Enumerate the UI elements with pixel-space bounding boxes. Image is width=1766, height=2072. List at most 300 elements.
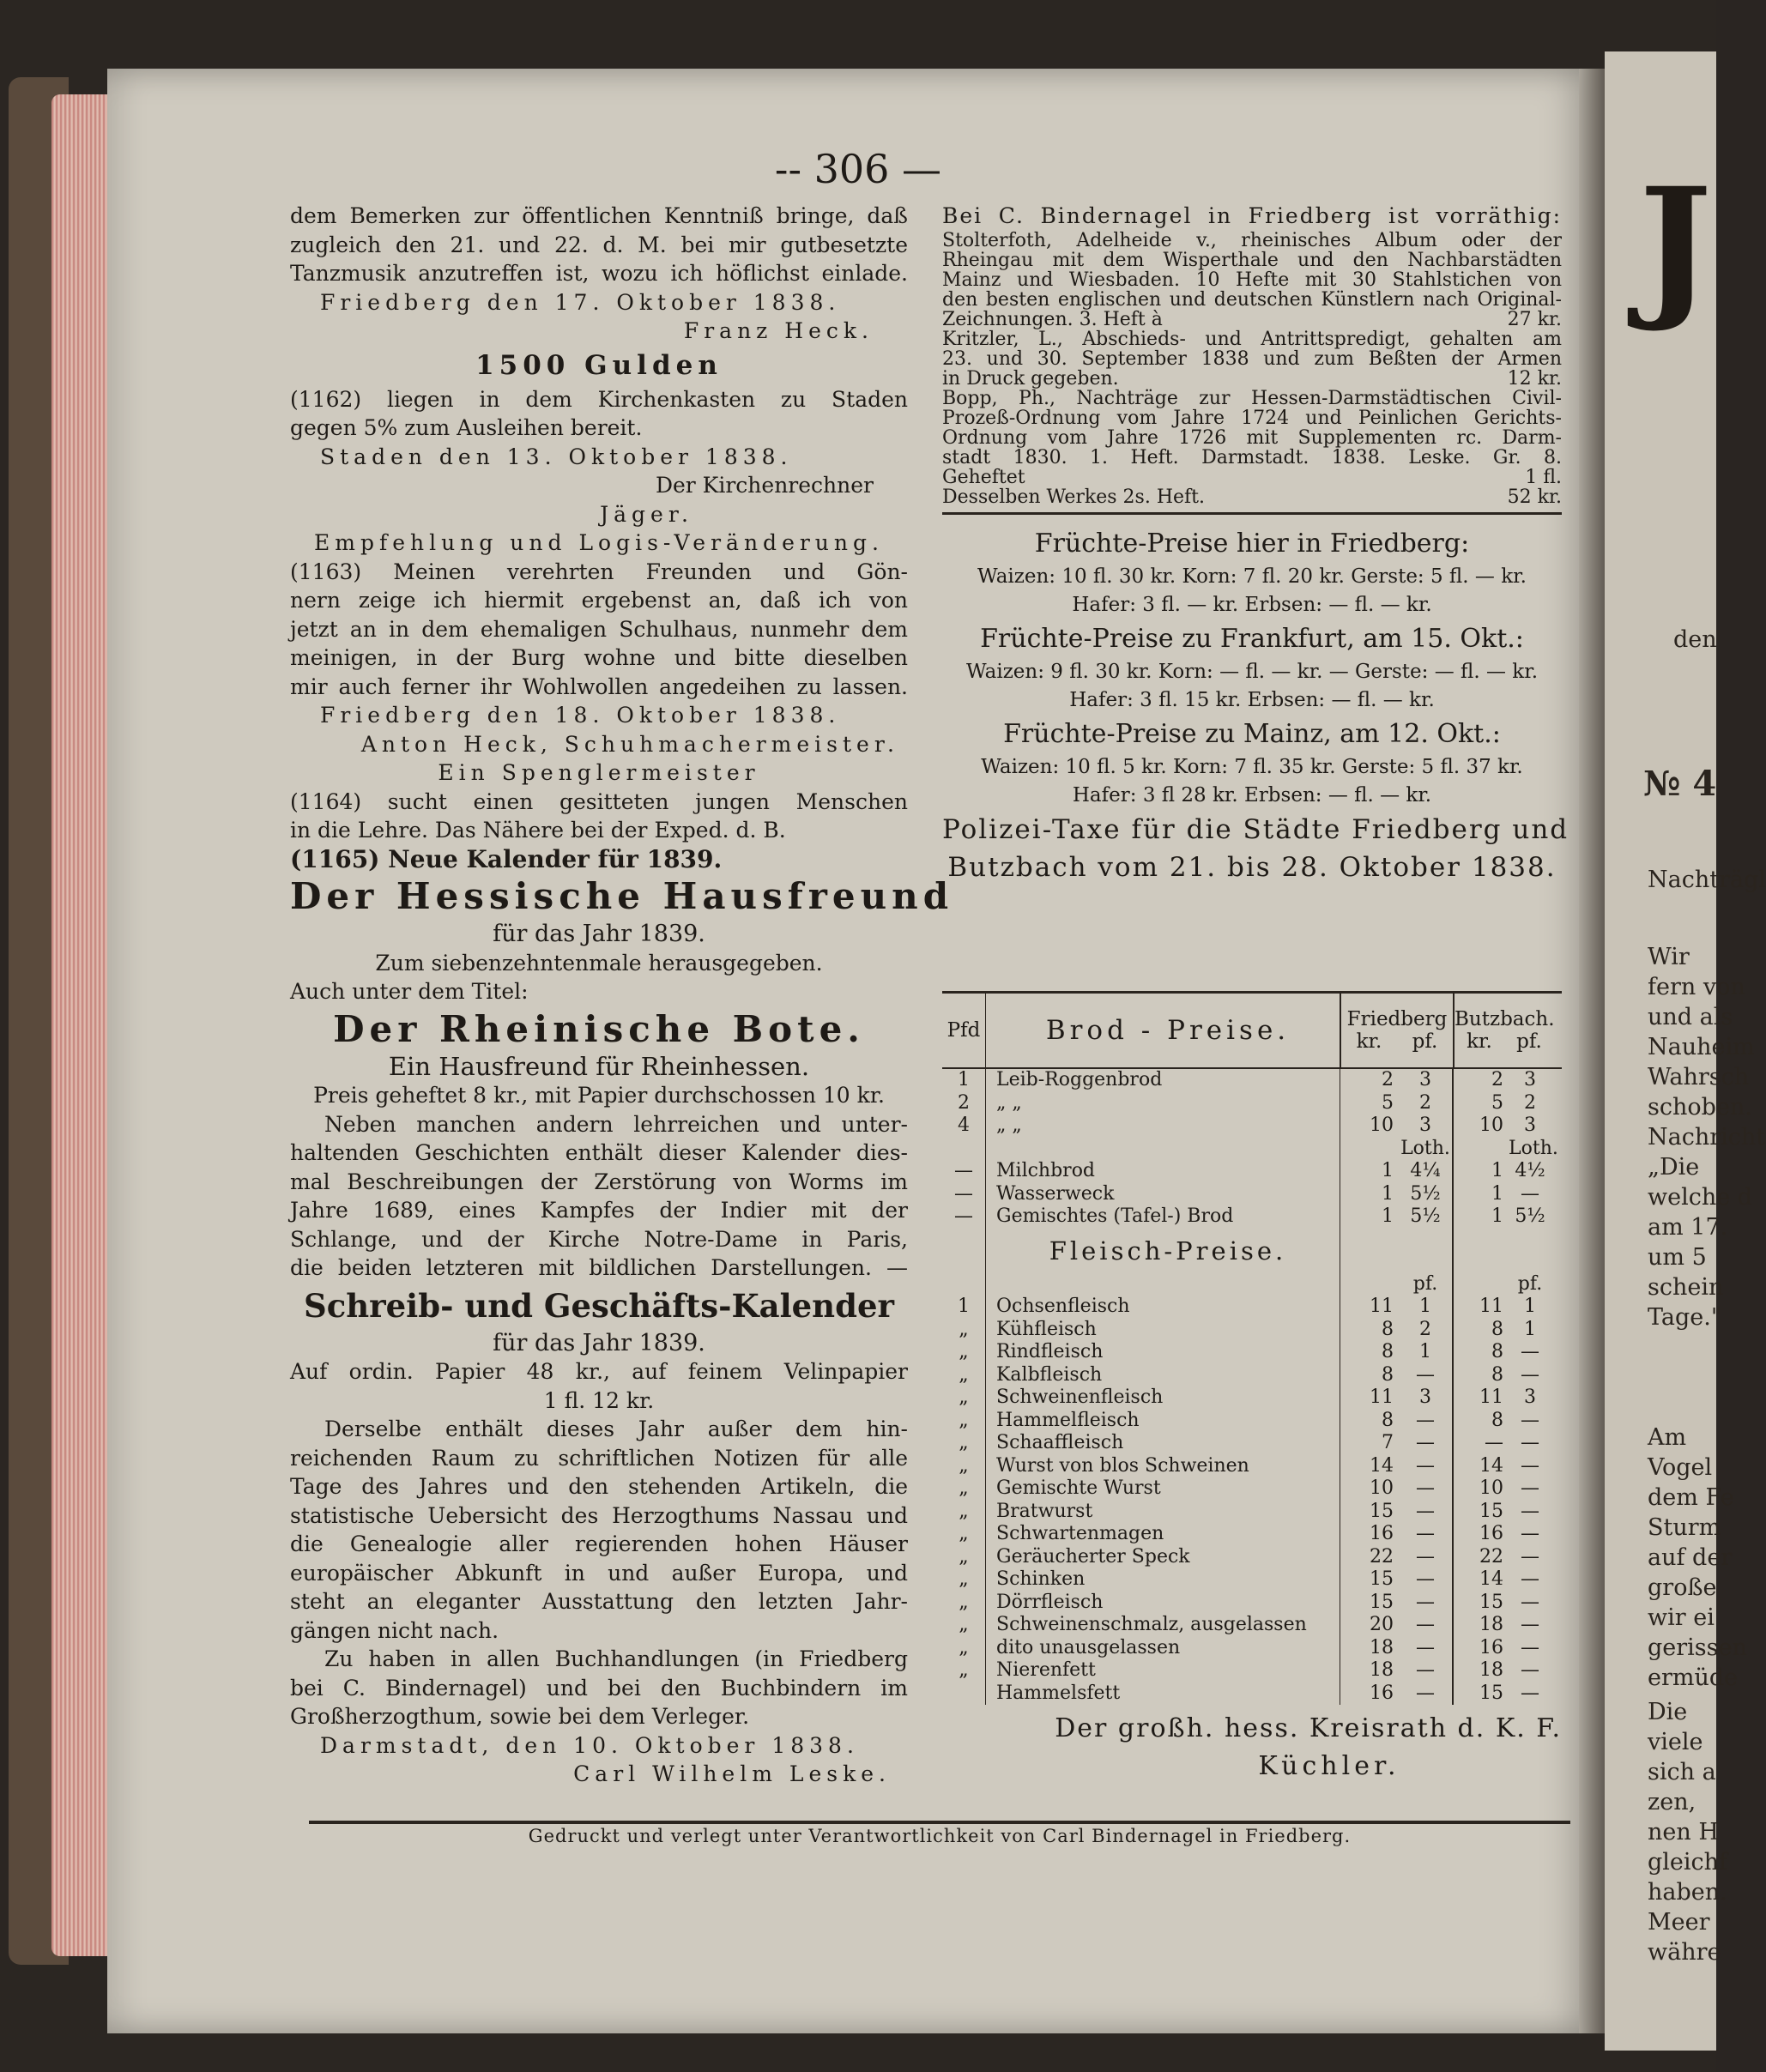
book-entry: Stolterfoth, Adelheide v., rheinisches Album oder der (942, 229, 1562, 251)
calendar-title: Schreib- und Geschäfts-Kalender (303, 1286, 894, 1325)
text-line: Zu haben in allen Buchhandlungen (in Friedberg (324, 1646, 908, 1671)
fleisch-row (942, 1296, 1562, 1319)
item-cell: Geräucherter Speck (985, 1546, 1340, 1569)
price-table (942, 991, 1562, 1785)
weight-cell: „ (959, 1500, 969, 1522)
butzbach-pf-cell: — (1521, 1568, 1539, 1590)
butzbach-kr-cell: 2 (1452, 1069, 1509, 1092)
butzbach-pf-cell: — (1521, 1614, 1539, 1635)
brod-row (942, 1092, 1562, 1115)
book-entry: Geheftet (942, 466, 1025, 488)
friedberg-kr-cell: 15 (1340, 1592, 1399, 1615)
friedberg-label: Friedberg (1346, 1008, 1448, 1030)
next-page-line: zen, (1648, 1789, 1696, 1815)
text-line: gängen nicht nach. (290, 1617, 499, 1643)
text-line: europäischer Abkunft in und außer Europa, und (290, 1560, 908, 1586)
friedberg-pf-cell: 2 (1419, 1091, 1431, 1114)
divider (942, 512, 1562, 515)
butzbach-pf-cell: — (1521, 1409, 1539, 1431)
friedberg-kr-cell: 10 (1340, 1115, 1399, 1138)
weight-cell (942, 1682, 985, 1706)
butzbach-pf-cell: — (1521, 1477, 1539, 1499)
weight-cell (942, 1138, 985, 1161)
fleisch-row (942, 1386, 1562, 1410)
dateline: Staden den 13. Oktober 1838. (320, 444, 793, 469)
next-page-line: am 17. (1648, 1214, 1728, 1241)
butzbach-pf-cell: 1 (1524, 1296, 1536, 1317)
text-line: mir auch ferner ihr Wohlwollen angedeihen zu lassen. (290, 674, 908, 699)
next-page-line: schein (1648, 1274, 1724, 1301)
grain-prices-heading: Früchte-Preise zu Mainz, am 12. Okt.: (1003, 718, 1501, 749)
butzbach-pf-cell: 3 (1524, 1115, 1536, 1136)
weight-cell: 1 (958, 1069, 970, 1090)
friedberg-kr-cell: 8 (1340, 1319, 1399, 1342)
grain-prices-line: Hafer: 3 fl. — kr. Erbsen: — fl. — kr. (1072, 594, 1432, 616)
brod-row (942, 1160, 1562, 1183)
butzbach-kr-cell: 22 (1452, 1546, 1509, 1569)
friedberg-kr-cell: 7 (1340, 1432, 1399, 1455)
butzbach-pf-cell: — (1521, 1545, 1539, 1568)
text-line: Tage des Jahres und den stehenden Artikeln, die (290, 1474, 908, 1499)
grain-prices-line: Waizen: 10 fl. 5 kr. Korn: 7 fl. 35 kr. Gerste: 5 fl. 37 kr. (981, 755, 1523, 778)
butzbach-kr-cell: 1 (1452, 1205, 1509, 1229)
grain-prices-line: Waizen: 9 fl. 30 kr. Korn: — fl. — kr. — Gerste: — fl. — kr. (965, 660, 1539, 683)
right-column (942, 202, 1569, 886)
book-entry: Rheingau mit dem Wisperthale und den Nachbarstädten (942, 249, 1562, 271)
item-cell: Kühfleisch (985, 1319, 1340, 1342)
ad-line: (1165) Neue Kalender für 1839. (290, 844, 723, 873)
friedberg-kr-cell (1340, 1273, 1399, 1296)
ad-heading: Empfehlung und Logis-Veränderung. (314, 530, 884, 555)
weight-cell: 4 (958, 1115, 970, 1136)
fleisch-row (942, 1568, 1562, 1592)
next-page-line: Nachträgl (1648, 867, 1766, 893)
book-price-row (942, 487, 1562, 507)
butzbach-kr-cell: 15 (1452, 1592, 1509, 1615)
friedberg-kr-cell: 11 (1340, 1386, 1399, 1410)
fleisch-section (942, 1229, 1562, 1273)
friedberg-pf-cell: — (1416, 1636, 1435, 1658)
fleisch-row (942, 1546, 1562, 1569)
fleisch-row (942, 1319, 1562, 1342)
weight-cell: „ (959, 1523, 969, 1544)
fleisch-row (942, 1410, 1562, 1433)
next-page-line: Meer (1648, 1909, 1710, 1936)
book-entry: 23. und 30. September 1838 und zum Beßten der Armen (942, 347, 1562, 370)
fleisch-row (942, 1341, 1562, 1364)
friedberg-pf-cell: 5½ (1410, 1205, 1441, 1227)
item-cell (985, 1273, 1340, 1296)
item-cell: dito unausgelassen (985, 1637, 1340, 1660)
item-cell (985, 1138, 1340, 1161)
friedberg-kr-cell: 14 (1340, 1455, 1399, 1478)
book-entry: Zeichnungen. 3. Heft à (942, 308, 1163, 330)
next-page-line: auf der (1648, 1544, 1733, 1571)
brod-row (942, 1115, 1562, 1138)
butzbach-pf-cell: — (1521, 1500, 1539, 1522)
text-line: in die Lehre. Das Nähere bei der Exped. d. B. (290, 818, 786, 843)
next-page-line: fern von (1648, 974, 1745, 1000)
friedberg-pf-cell: — (1416, 1432, 1435, 1453)
grain-prices-heading: Früchte-Preise zu Frankfurt, am 15. Okt.: (980, 623, 1524, 654)
item-cell: Schweinenschmalz, ausgelassen (985, 1614, 1340, 1637)
text-line: reichenden Raum zu schriftlichen Notizen für alle (290, 1445, 908, 1471)
item-cell: Dörrfleisch (985, 1592, 1340, 1615)
text-line: Großherzogthum, sowie bei dem Verleger. (290, 1704, 750, 1729)
butzbach-kr-cell (1452, 1138, 1509, 1161)
friedberg-pf-cell: — (1416, 1477, 1435, 1499)
weight-cell: — (954, 1182, 973, 1205)
item-cell: Gemischte Wurst (985, 1477, 1340, 1501)
butzbach-pf-cell: — (1521, 1341, 1539, 1362)
book-entry: in Druck gegeben. (942, 367, 1119, 390)
kreisrath-signature: Der großh. hess. Kreisrath d. K. F. (1055, 1713, 1562, 1743)
next-page-number: № 4 (1643, 764, 1717, 804)
friedberg-pf-cell: 5½ (1410, 1182, 1441, 1205)
friedberg-pf-cell: pf. (1412, 1272, 1438, 1295)
friedberg-kr-cell: 22 (1340, 1546, 1399, 1569)
item-cell: Hammelsfett (985, 1682, 1340, 1706)
text-line: 1 fl. 12 kr. (543, 1387, 655, 1413)
fleisch-row (942, 1523, 1562, 1546)
ad-heading: Ein Spenglermeister (438, 760, 760, 785)
butzbach-kr-cell: 15 (1452, 1501, 1509, 1524)
friedberg-pf-cell: — (1416, 1523, 1435, 1544)
next-page-line: den (1673, 626, 1717, 653)
butzbach-pf-cell: 3 (1524, 1386, 1536, 1408)
text-line: Schlange, und der Kirche Notre-Dame in Paris, (290, 1226, 908, 1252)
friedberg-pf-cell: 3 (1419, 1069, 1431, 1090)
next-page-line: Am (1648, 1424, 1687, 1451)
next-page-line: große (1648, 1574, 1717, 1601)
butzbach-kr-cell: 14 (1452, 1568, 1509, 1592)
text-line: nern zeige ich hiermit ergebenst an, daß ich von (290, 588, 908, 613)
friedberg-kr-cell: 15 (1340, 1568, 1399, 1592)
calendar-title: Der Hessische Hausfreund (290, 875, 954, 917)
item-cell: „ „ (985, 1115, 1340, 1138)
fleisch-row (942, 1637, 1562, 1660)
item-cell: Bratwurst (985, 1501, 1340, 1524)
next-page-line: und als (1648, 1004, 1733, 1030)
weight-cell: „ (959, 1454, 969, 1477)
item-cell: Kalbfleisch (985, 1364, 1340, 1387)
signature: Anton Heck, Schuhmachermeister. (360, 731, 899, 757)
dateline: Darmstadt, den 10. Oktober 1838. (320, 1732, 859, 1758)
next-page-line: Wahrsch (1648, 1064, 1750, 1090)
friedberg-pf-cell: 1 (1419, 1341, 1431, 1362)
text-line: für das Jahr 1839. (493, 1329, 705, 1356)
fleisch-rows (942, 1273, 1562, 1706)
butzbach-kr-cell: 15 (1452, 1682, 1509, 1706)
friedberg-pf-cell: 3 (1419, 1386, 1431, 1408)
friedberg-kr-cell: 1 (1340, 1205, 1399, 1229)
grain-prices-line: Hafer: 3 fl. 15 kr. Erbsen: — fl. — kr. (1069, 689, 1435, 711)
brod-row (942, 1069, 1562, 1092)
text-line: die Genealogie aller regierenden hohen Häuser (290, 1531, 908, 1556)
item-cell: Hammelfleisch (985, 1410, 1340, 1433)
fleisch-row (942, 1477, 1562, 1501)
next-page-line: viele (1648, 1729, 1703, 1755)
butzbach-kr-cell: 10 (1452, 1115, 1509, 1138)
friedberg-kr-cell: 8 (1340, 1341, 1399, 1364)
next-page-line: um 5 (1648, 1244, 1707, 1271)
weight-cell: „ (959, 1545, 969, 1568)
text-line: die beiden letzteren mit bildlichen Darstellungen. — (290, 1255, 908, 1280)
butzbach-pf-cell: 3 (1524, 1069, 1536, 1090)
book-entry: Kritzler, L., Abschieds- und Antrittspredigt, gehalten am (942, 328, 1562, 350)
bookshop-heading: Bei C. Bindernagel in Friedberg ist vorräthig: (942, 203, 1562, 228)
friedberg-kr-cell: 16 (1340, 1523, 1399, 1546)
fleisch-row (942, 1455, 1562, 1478)
next-page-line: wir ei (1648, 1604, 1715, 1631)
text-line: Auch unter dem Titel: (290, 979, 529, 1004)
next-page-line: Sturm (1648, 1514, 1721, 1541)
friedberg-pf-cell: — (1416, 1659, 1435, 1681)
friedberg-kr-cell: 1 (1340, 1183, 1399, 1206)
text-line: Auf ordin. Papier 48 kr., auf feinem Velinpapier (290, 1359, 908, 1384)
fleisch-row (942, 1682, 1562, 1706)
book-entry: Prozeß-Ordnung vom Jahre 1724 und Peinlichen Gerichts- (942, 407, 1562, 429)
book-entry: stadt 1830. 1. Heft. Darmstadt. 1838. Leske. Gr. 8. (942, 446, 1562, 468)
friedberg-kr-cell: 15 (1340, 1501, 1399, 1524)
ad-line: (1163) Meinen verehrten Freunden und Gön- (290, 559, 908, 584)
dateline: Friedberg den 18. Oktober 1838. (320, 703, 841, 728)
weight-cell: „ (959, 1636, 969, 1658)
signature: Der Kirchenrechner (655, 473, 874, 498)
book-price: 52 kr. (1507, 486, 1562, 508)
butzbach-kr-cell: 8 (1452, 1364, 1509, 1387)
butzbach-header (1453, 994, 1554, 1067)
col-pfd-header: Pfd (947, 1019, 981, 1042)
item-cell: Rindfleisch (985, 1341, 1340, 1364)
butzbach-pf-cell: 2 (1524, 1091, 1536, 1114)
text-line: jetzt an in dem ehemaligen Schulhaus, nunmehr dem (290, 616, 908, 642)
butzbach-kr-cell: 14 (1452, 1455, 1509, 1478)
text-line: haltenden Geschichten enthält dieser Kalender dies- (290, 1140, 908, 1165)
pf-label: pf. (1412, 1030, 1438, 1053)
next-page-line: ermüde (1648, 1664, 1739, 1691)
brod-rows (942, 1069, 1562, 1229)
book-price: 27 kr. (1507, 308, 1562, 330)
text-line: bei C. Bindernagel) und bei den Buchbindern im (290, 1675, 908, 1700)
friedberg-pf-cell: — (1416, 1409, 1435, 1431)
friedberg-kr-cell: 20 (1340, 1614, 1399, 1637)
friedberg-header (1340, 994, 1453, 1067)
butzbach-kr-cell: 18 (1452, 1659, 1509, 1682)
ad-heading: 1500 Gulden (475, 349, 723, 381)
butzbach-kr-cell: 11 (1452, 1386, 1509, 1410)
footer-rule (309, 1821, 1570, 1824)
book-entry: Desselben Werkes 2s. Heft. (942, 486, 1206, 508)
friedberg-kr-cell: 11 (1340, 1296, 1399, 1319)
grain-prices-line: Hafer: 3 fl 28 kr. Erbsen: — fl. — kr. (1072, 784, 1432, 806)
book-entry: den besten englischen und deutschen Künstlern nach Original- (942, 288, 1562, 311)
kr-label: kr. (1467, 1030, 1492, 1053)
friedberg-kr-cell: 1 (1340, 1160, 1399, 1183)
next-page-line: sich a (1648, 1759, 1716, 1785)
next-page-line: Vogel (1648, 1454, 1713, 1481)
text-line: statistische Uebersicht des Herzogthums Nassau und (290, 1502, 908, 1528)
butzbach-kr-cell: 8 (1452, 1341, 1509, 1364)
item-cell: „ „ (985, 1092, 1340, 1115)
next-page-line: „Die (1648, 1154, 1700, 1181)
butzbach-kr-cell: 1 (1452, 1160, 1509, 1183)
book-price: 12 kr. (1507, 367, 1562, 390)
butzbach-pf-cell: — (1521, 1591, 1539, 1613)
weight-cell: „ (959, 1568, 969, 1590)
butzbach-pf-cell: — (1521, 1182, 1539, 1205)
signature-row (942, 1710, 1562, 1748)
weight-cell: 2 (958, 1091, 970, 1114)
book-entry: Bopp, Ph., Nachträge zur Hessen-Darmstädtischen Civil- (942, 387, 1562, 409)
text-line: Preis geheftet 8 kr., mit Papier durchschossen 10 kr. (313, 1083, 885, 1108)
fleisch-row (942, 1273, 1562, 1296)
friedberg-pf-cell: 4¼ (1410, 1160, 1441, 1181)
fleisch-row (942, 1592, 1562, 1615)
next-page-line: Nachricht (1648, 1124, 1766, 1151)
butzbach-kr-cell (1452, 1273, 1509, 1296)
weight-cell: „ (959, 1386, 969, 1408)
brod-row (942, 1138, 1562, 1161)
brod-prices-title: Brod - Preise. (985, 994, 1340, 1067)
butzbach-kr-cell: 1 (1452, 1183, 1509, 1206)
ad-line: (1164) sucht einen gesitteten jungen Menschen (290, 788, 908, 814)
next-page-line: Nauheim (1648, 1034, 1755, 1060)
text-line: dem Bemerken zur öffentlichen Kenntniß bringe, daß (290, 203, 908, 228)
fleisch-row (942, 1614, 1562, 1637)
fleisch-row (942, 1501, 1562, 1524)
item-cell: Ochsenfleisch (985, 1296, 1340, 1319)
friedberg-pf-cell: — (1416, 1363, 1435, 1386)
weight-cell: „ (959, 1477, 969, 1499)
butzbach-kr-cell: 18 (1452, 1614, 1509, 1637)
imprint-footer: Gedruckt und verlegt unter Verantwortlichkeit von Carl Bindernagel in Friedberg. (528, 1826, 1352, 1846)
friedberg-pf-cell: — (1416, 1454, 1435, 1477)
butzbach-pf-cell: — (1521, 1432, 1539, 1453)
next-page-line: Wir (1648, 944, 1690, 970)
butzbach-pf-cell: — (1521, 1523, 1539, 1544)
weight-cell: — (954, 1160, 973, 1181)
friedberg-pf-cell: — (1416, 1500, 1435, 1522)
text-line: meinigen, in der Burg wohne und bitte dieselben (290, 645, 908, 670)
friedberg-kr-cell: 10 (1340, 1477, 1399, 1501)
butzbach-pf-cell: 4½ (1515, 1160, 1545, 1181)
pf-label: pf. (1516, 1030, 1542, 1053)
friedberg-kr-cell: 16 (1340, 1682, 1399, 1706)
next-page-line: Die (1648, 1699, 1688, 1725)
item-cell: Leib-Roggenbrod (985, 1069, 1340, 1092)
weight-cell: „ (959, 1341, 969, 1362)
grain-prices-heading: Früchte-Preise hier in Friedberg: (1034, 528, 1470, 559)
police-tax-heading: Polizei-Taxe für die Städte Friedberg und (942, 813, 1569, 845)
signature: Jäger. (600, 501, 693, 527)
book-price-row (942, 310, 1562, 329)
weight-cell: 1 (958, 1296, 970, 1317)
friedberg-kr-cell (1340, 1138, 1399, 1161)
item-cell: Schaaffleisch (985, 1432, 1340, 1455)
text-line: gegen 5% zum Ausleihen bereit. (290, 415, 643, 440)
kr-label: kr. (1356, 1030, 1382, 1053)
book-entry: Ordnung vom Jahre 1726 mit Supplementen rc. Darm- (942, 426, 1562, 449)
text-line: steht an eleganter Ausstattung den letzten Jahr- (290, 1589, 908, 1614)
fleisch-row (942, 1364, 1562, 1387)
butzbach-kr-cell: — (1452, 1432, 1509, 1455)
next-page (1605, 51, 1766, 2051)
text-line: Derselbe enthält dieses Jahr außer dem hin- (324, 1417, 908, 1441)
friedberg-kr-cell: 8 (1340, 1410, 1399, 1433)
weight-cell: „ (959, 1409, 969, 1431)
text-line: Neben manchen andern lehrreichen und unter- (324, 1111, 908, 1137)
grain-prices-line: Waizen: 10 fl. 30 kr. Korn: 7 fl. 20 kr. Gerste: 5 fl. — kr. (977, 565, 1527, 588)
book-entry: Mainz und Wiesbaden. 10 Hefte mit 30 Stahlstichen von (942, 269, 1562, 291)
butzbach-kr-cell: 5 (1452, 1092, 1509, 1115)
butzbach-pf-cell: — (1521, 1659, 1539, 1681)
next-page-line: dem Fe (1648, 1484, 1734, 1511)
text-line: mal Beschreibungen der Zerstörung von Worms im (290, 1169, 908, 1194)
butzbach-pf-cell: Loth. (1509, 1137, 1558, 1159)
weight-cell: „ (959, 1614, 969, 1635)
item-cell: Wurst von blos Schweinen (985, 1455, 1340, 1478)
next-page-line: nen H (1648, 1819, 1719, 1845)
kuechler-signature: Küchler. (1258, 1751, 1400, 1781)
text-line: Zum siebenzehntenmale herausgegeben. (375, 950, 823, 976)
next-page-line: schoben. (1648, 1094, 1752, 1121)
friedberg-pf-cell: — (1416, 1591, 1435, 1613)
police-tax-heading: Butzbach vom 21. bis 28. Oktober 1838. (947, 851, 1557, 883)
butzbach-pf-cell: — (1521, 1636, 1539, 1658)
fleisch-row (942, 1659, 1562, 1682)
weight-cell: „ (959, 1659, 969, 1681)
friedberg-pf-cell: 3 (1419, 1115, 1431, 1136)
butzbach-label: Butzbach. (1455, 1008, 1555, 1030)
signature: Franz Heck. (683, 318, 874, 343)
butzbach-kr-cell: 16 (1452, 1523, 1509, 1546)
brod-row (942, 1205, 1562, 1229)
fleisch-row (942, 1432, 1562, 1455)
next-page-line: Tage." (1648, 1304, 1722, 1331)
book-price: 1 fl. (1525, 466, 1562, 488)
left-column (290, 202, 954, 1789)
friedberg-kr-cell: 5 (1340, 1092, 1399, 1115)
weight-cell (942, 1273, 985, 1296)
friedberg-pf-cell: 2 (1419, 1318, 1431, 1340)
friedberg-pf-cell: — (1416, 1568, 1435, 1590)
text-line: für das Jahr 1839. (493, 921, 705, 947)
book-price-row (942, 369, 1562, 389)
text-line: Jahre 1689, eines Kampfes der Indier mit der (290, 1198, 908, 1223)
butzbach-kr-cell: 8 (1452, 1410, 1509, 1433)
friedberg-kr-cell: 2 (1340, 1069, 1399, 1092)
friedberg-kr-cell: 18 (1340, 1659, 1399, 1682)
butzbach-pf-cell: 1 (1524, 1318, 1536, 1340)
next-page-line: gerissen (1648, 1634, 1747, 1661)
friedberg-pf-cell: Loth. (1400, 1137, 1450, 1159)
table-header (942, 994, 1562, 1069)
weight-cell: „ (959, 1318, 969, 1340)
weight-cell: „ (959, 1363, 969, 1386)
item-cell: Wasserweck (985, 1183, 1340, 1206)
next-page-line: welche d (1648, 1184, 1753, 1211)
butzbach-pf-cell: — (1521, 1454, 1539, 1477)
item-cell: Schwartenmagen (985, 1523, 1340, 1546)
text-line: zugleich den 21. und 22. d. M. bei mir gutbesetzte (290, 232, 908, 257)
butzbach-pf-cell: — (1521, 1682, 1539, 1704)
book-price-row (942, 468, 1562, 487)
weight-cell: — (954, 1205, 973, 1227)
butzbach-kr-cell: 10 (1452, 1477, 1509, 1501)
friedberg-kr-cell: 8 (1340, 1364, 1399, 1387)
butzbach-pf-cell: — (1521, 1363, 1539, 1386)
